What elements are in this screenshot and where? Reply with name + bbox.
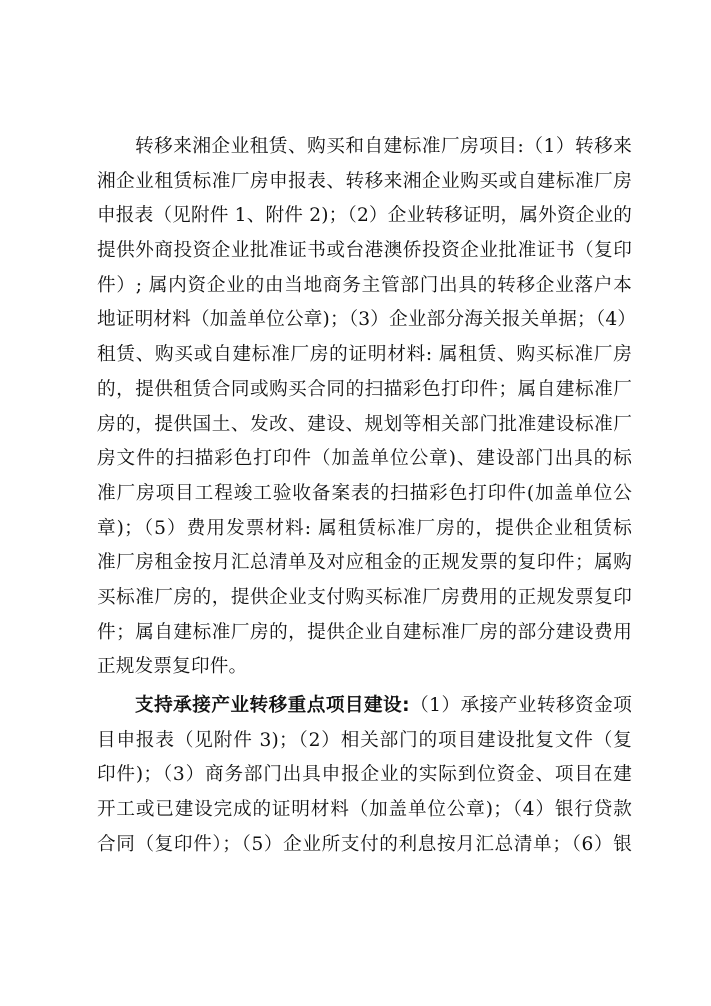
- paragraph-line: 申报表（见附件 1、附件 2)；（2）企业转移证明，属外资企业的: [97, 205, 633, 227]
- paragraph-standard-factory-projects: [97, 130, 637, 685]
- paragraph-line: 湘企业租赁标准厂房申报表、转移来湘企业购买或自建标准厂房: [97, 170, 632, 192]
- paragraph-line: 件）; 属内资企业的由当地商务主管部门出具的转移企业落户本: [97, 274, 632, 296]
- paragraph-line: 准厂房项目工程竣工验收备案表的扫描彩色打印件(加盖单位公: [97, 482, 632, 504]
- paragraph-key-projects: [97, 689, 632, 862]
- paragraph-line: 租赁、购买或自建标准厂房的证明材料: 属租赁、购买标准厂房: [97, 344, 632, 366]
- paragraph-line: 目申报表（见附件 3)；（2）相关部门的项目建设批复文件（复: [97, 729, 632, 751]
- paragraph-line: 件；属自建标准厂房的，提供企业自建标准厂房的部分建设费用: [97, 621, 632, 643]
- paragraph-line: 章)；（5）费用发票材料: 属租赁标准厂房的，提供企业租赁标: [97, 517, 632, 539]
- paragraph-line: 买标准厂房的，提供企业支付购买标准厂房费用的正规发票复印: [97, 586, 632, 608]
- paragraph-line: 合同（复印件）；（5）企业所支付的利息按月汇总清单；（6）银: [97, 833, 632, 855]
- section-heading: 支持承接产业转移重点项目建设:: [135, 695, 410, 716]
- paragraph-line: 准厂房租金按月汇总清单及对应租金的正规发票的复印件；属购: [97, 552, 632, 574]
- paragraph-line: 地证明材料（加盖单位公章)；（3）企业部分海关报关单据；（4）: [97, 309, 637, 331]
- paragraph-line: 开工或已建设完成的证明材料（加盖单位公章)；（4）银行贷款: [97, 799, 632, 821]
- paragraph-line: 提供外商投资企业批准证书或台港澳侨投资企业批准证书（复印: [97, 240, 632, 262]
- paragraph-line: 房文件的扫描彩色打印件（加盖单位公章)、建设部门出具的标: [97, 448, 632, 470]
- heading-line-rest: （1）承接产业转移资金项: [409, 695, 632, 716]
- paragraph-line: 正规发票复印件。: [97, 656, 248, 678]
- paragraph-first-line: [97, 689, 632, 724]
- paragraph-line: 转移来湘企业租赁、购买和自建标准厂房项目:（1）转移来: [135, 136, 632, 157]
- paragraph-line: 印件)；（3）商务部门出具申报企业的实际到位资金、项目在建: [97, 764, 632, 786]
- document-body: [97, 130, 637, 862]
- paragraph-line: 房的，提供国土、发改、建设、规划等相关部门批准建设标准厂: [97, 413, 632, 435]
- paragraph-line: 的，提供租赁合同或购买合同的扫描彩色打印件；属自建标准厂: [97, 378, 632, 400]
